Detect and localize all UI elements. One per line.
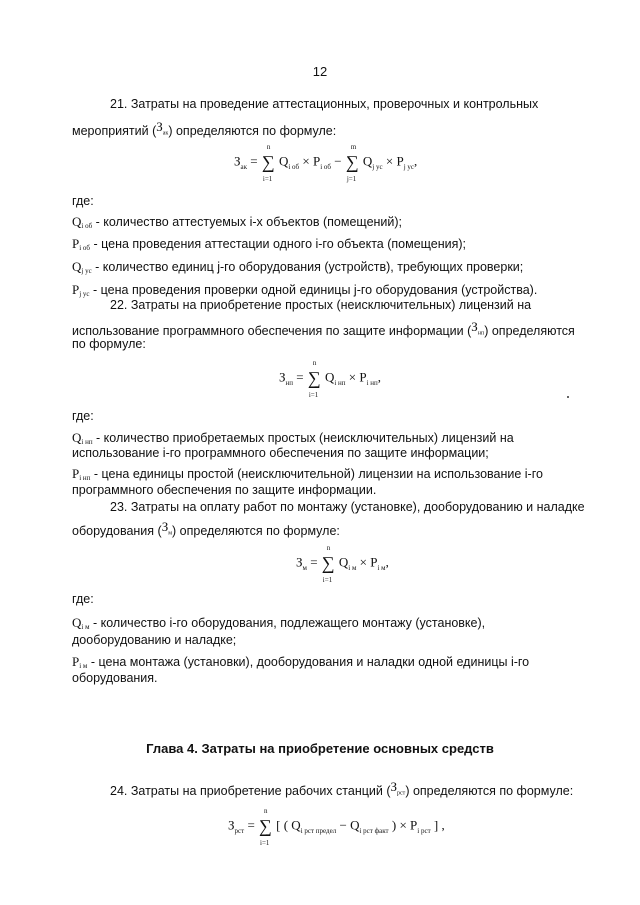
item21-line1: 21. Затраты на проведение аттестационных, проверочных и контрольных — [110, 97, 539, 111]
f22-t2-sub: i нп — [366, 379, 378, 388]
f21-t1-sub: i об — [288, 163, 300, 172]
item22-sym: З — [471, 319, 478, 334]
item22-formula — [279, 359, 382, 399]
item23-def2-line2: оборудования. — [72, 671, 158, 685]
f21-lhs: З — [234, 153, 241, 169]
f21-t2-sub: i об — [320, 163, 331, 172]
def-text: - количество единиц j-го оборудования (устройств), требующих проверки; — [91, 260, 524, 274]
item23-formula — [296, 544, 389, 584]
f24-sigma: ∑ — [259, 816, 272, 836]
f24-close1: ) — [391, 817, 397, 833]
def-text: - цена монтажа (установки), дооборудования и наладки одной единицы i-го — [87, 655, 530, 669]
item23-where: где: — [72, 592, 94, 606]
f21-lhs-sub: ак — [240, 163, 248, 172]
f24-sum-dn: i=1 — [260, 839, 270, 847]
def-sym: P — [72, 654, 80, 669]
f24-t3: P — [410, 817, 418, 833]
f21-sum1-dn: i=1 — [262, 175, 273, 183]
def-sym: P — [72, 236, 80, 251]
f21-t4-sub: j ус — [403, 163, 414, 172]
f24-sum — [259, 807, 272, 847]
item21-line2-pre: мероприятий ( — [72, 124, 157, 138]
item23-line2-pre: оборудования ( — [72, 524, 162, 538]
f23-end: , — [385, 554, 389, 570]
item22-where: где: — [72, 409, 94, 423]
f22-eq: = — [296, 369, 304, 385]
f22-end: , — [377, 369, 382, 385]
f24-lhs: З — [228, 817, 235, 833]
f22-t2: P — [359, 369, 367, 385]
f23-t2: P — [370, 554, 378, 570]
f22-times: × — [348, 369, 357, 385]
f23-eq: = — [310, 554, 318, 570]
item24-symbol — [390, 779, 406, 797]
f23-times: × — [359, 554, 367, 570]
def-sym: Q — [72, 430, 82, 445]
item24-formula — [228, 807, 445, 847]
def-sym-sub: i нп — [79, 474, 91, 482]
def-sym: Q — [72, 615, 82, 630]
item23-def1-line2: дооборудованию и наладке; — [72, 633, 237, 647]
item24-sym-sub: рст — [397, 790, 406, 797]
def-text: - цена проведения аттестации одного i-го объекта (помещения); — [90, 237, 467, 251]
item21-line2-post: ) определяются по формуле: — [168, 124, 337, 138]
f22-sum-dn: i=1 — [308, 391, 319, 399]
def-sym-sub: i нп — [81, 438, 93, 446]
f21-sigma2: ∑ — [345, 152, 359, 172]
f24-times: × — [399, 817, 407, 833]
f22-sigma: ∑ — [307, 368, 321, 388]
item22-def1-line2: использование i-го программного обеспечения по защите информации; — [72, 446, 489, 460]
def-sym-sub: j ус — [79, 290, 90, 298]
f23-sigma: ∑ — [321, 553, 335, 573]
item23-line1: 23. Затраты на оплату работ по монтажу (установке), дооборудованию и наладке — [110, 500, 585, 514]
f22-t1-sub: i нп — [334, 379, 346, 388]
item22-line1: 22. Затраты на приобретение простых (неисключительных) лицензий на — [110, 298, 532, 312]
f24-t3-sub: i рст — [417, 827, 431, 836]
item21-where: где: — [72, 194, 94, 208]
def-sym-sub: j ус — [81, 267, 92, 275]
f22-lhs: З — [279, 369, 286, 385]
f21-t3: Q — [362, 153, 373, 169]
def-sym-sub: i м — [79, 662, 88, 670]
f23-lhs: З — [296, 554, 303, 570]
item22-line2-pre: использование программного обеспечения по защите информации ( — [72, 324, 472, 338]
f21-sigma1: ∑ — [261, 152, 275, 172]
f24-sum-up: n — [264, 807, 268, 815]
item23-line2 — [72, 516, 610, 545]
item22-symbol — [471, 319, 485, 337]
f24-minus: − — [339, 817, 347, 833]
f21-t3-sub: j ус — [372, 163, 383, 172]
def-sym-sub: i об — [81, 222, 93, 230]
f24-t2-sub: i рст факт — [359, 827, 389, 836]
item24-line — [72, 776, 610, 805]
def-text: - цена единицы простой (неисключительной) лицензии на использование i-го — [90, 467, 543, 481]
item24-line-pre: 24. Затраты на приобретение рабочих станций ( — [110, 784, 391, 798]
def-sym-sub: i об — [79, 244, 90, 252]
f21-minus: − — [334, 153, 342, 169]
def-text: - количество аттестуемых i-х объектов (помещений); — [92, 215, 403, 229]
f22-sum-up: n — [312, 359, 317, 367]
chapter-heading: Глава 4. Затраты на приобретение основных средств — [146, 741, 494, 756]
item23-line2-post: ) определяются по формуле: — [172, 524, 340, 538]
item21-formula — [234, 143, 418, 183]
item24-line-post: ) определяются по формуле: — [405, 784, 574, 798]
f21-t2: P — [312, 153, 321, 169]
def-text: - количество i-го оборудования, подлежащего монтажу (установке), — [89, 616, 486, 630]
scan-speck — [567, 396, 569, 398]
def-sym: Q — [72, 259, 82, 274]
item23-sym-sub: м — [168, 530, 173, 537]
item21-line2 — [72, 116, 610, 145]
f21-sum1-up: n — [266, 143, 271, 151]
f24-t1-sub: i рст предел — [300, 827, 337, 836]
f23-t1: Q — [338, 554, 349, 570]
item21-sym-sub: ак — [162, 130, 169, 137]
f21-sum2-up: m — [350, 143, 357, 151]
item21-symbol — [156, 119, 169, 137]
page-number: 12 — [312, 64, 328, 79]
f21-t1: Q — [278, 153, 289, 169]
f24-t1: Q — [291, 817, 301, 833]
f21-eq: = — [250, 153, 258, 169]
f22-t1: Q — [324, 369, 335, 385]
f24-close2: ] — [433, 817, 439, 833]
item22-line2-post: ) определяются — [484, 324, 575, 338]
f21-times1: × — [302, 153, 310, 169]
item23-symbol — [161, 519, 173, 537]
f23-sum-dn: i=1 — [322, 576, 333, 584]
item22-line3: по формуле: — [72, 337, 146, 351]
f24-eq: = — [247, 817, 255, 833]
f21-end: , — [414, 153, 418, 169]
f23-t1-sub: i м — [348, 564, 357, 573]
f21-sum2 — [345, 143, 359, 183]
item22-sym-sub: нп — [477, 330, 485, 337]
f24-open: [ ( — [276, 817, 289, 833]
def-sym: Q — [72, 214, 82, 229]
f21-times2: × — [385, 153, 394, 169]
def-sym: P — [72, 282, 80, 297]
f21-t4: P — [396, 153, 404, 169]
f22-lhs-sub: нп — [285, 379, 294, 388]
f21-sum2-dn: j=1 — [346, 175, 357, 183]
f23-sum-up: n — [326, 544, 331, 552]
f23-sum — [321, 544, 335, 584]
item24-sym: З — [390, 779, 398, 794]
f24-end: , — [441, 817, 445, 833]
f21-sum1 — [261, 143, 275, 183]
def-sym: P — [72, 466, 80, 481]
def-text: - цена проведения проверки одной единицы j-го оборудования (устройства). — [89, 283, 538, 297]
f23-t2-sub: i м — [377, 564, 386, 573]
f23-lhs-sub: м — [302, 564, 307, 573]
item23-sym: З — [161, 519, 169, 534]
def-sym-sub: i м — [81, 623, 90, 631]
item22-def2-line2: программного обеспечения по защите информации. — [72, 483, 377, 497]
f24-t2: Q — [350, 817, 360, 833]
f22-sum — [307, 359, 321, 399]
item21-sym: З — [156, 119, 163, 134]
def-text: - количество приобретаемых простых (неисключительных) лицензий на — [92, 431, 514, 445]
f24-lhs-sub: рст — [234, 827, 245, 836]
